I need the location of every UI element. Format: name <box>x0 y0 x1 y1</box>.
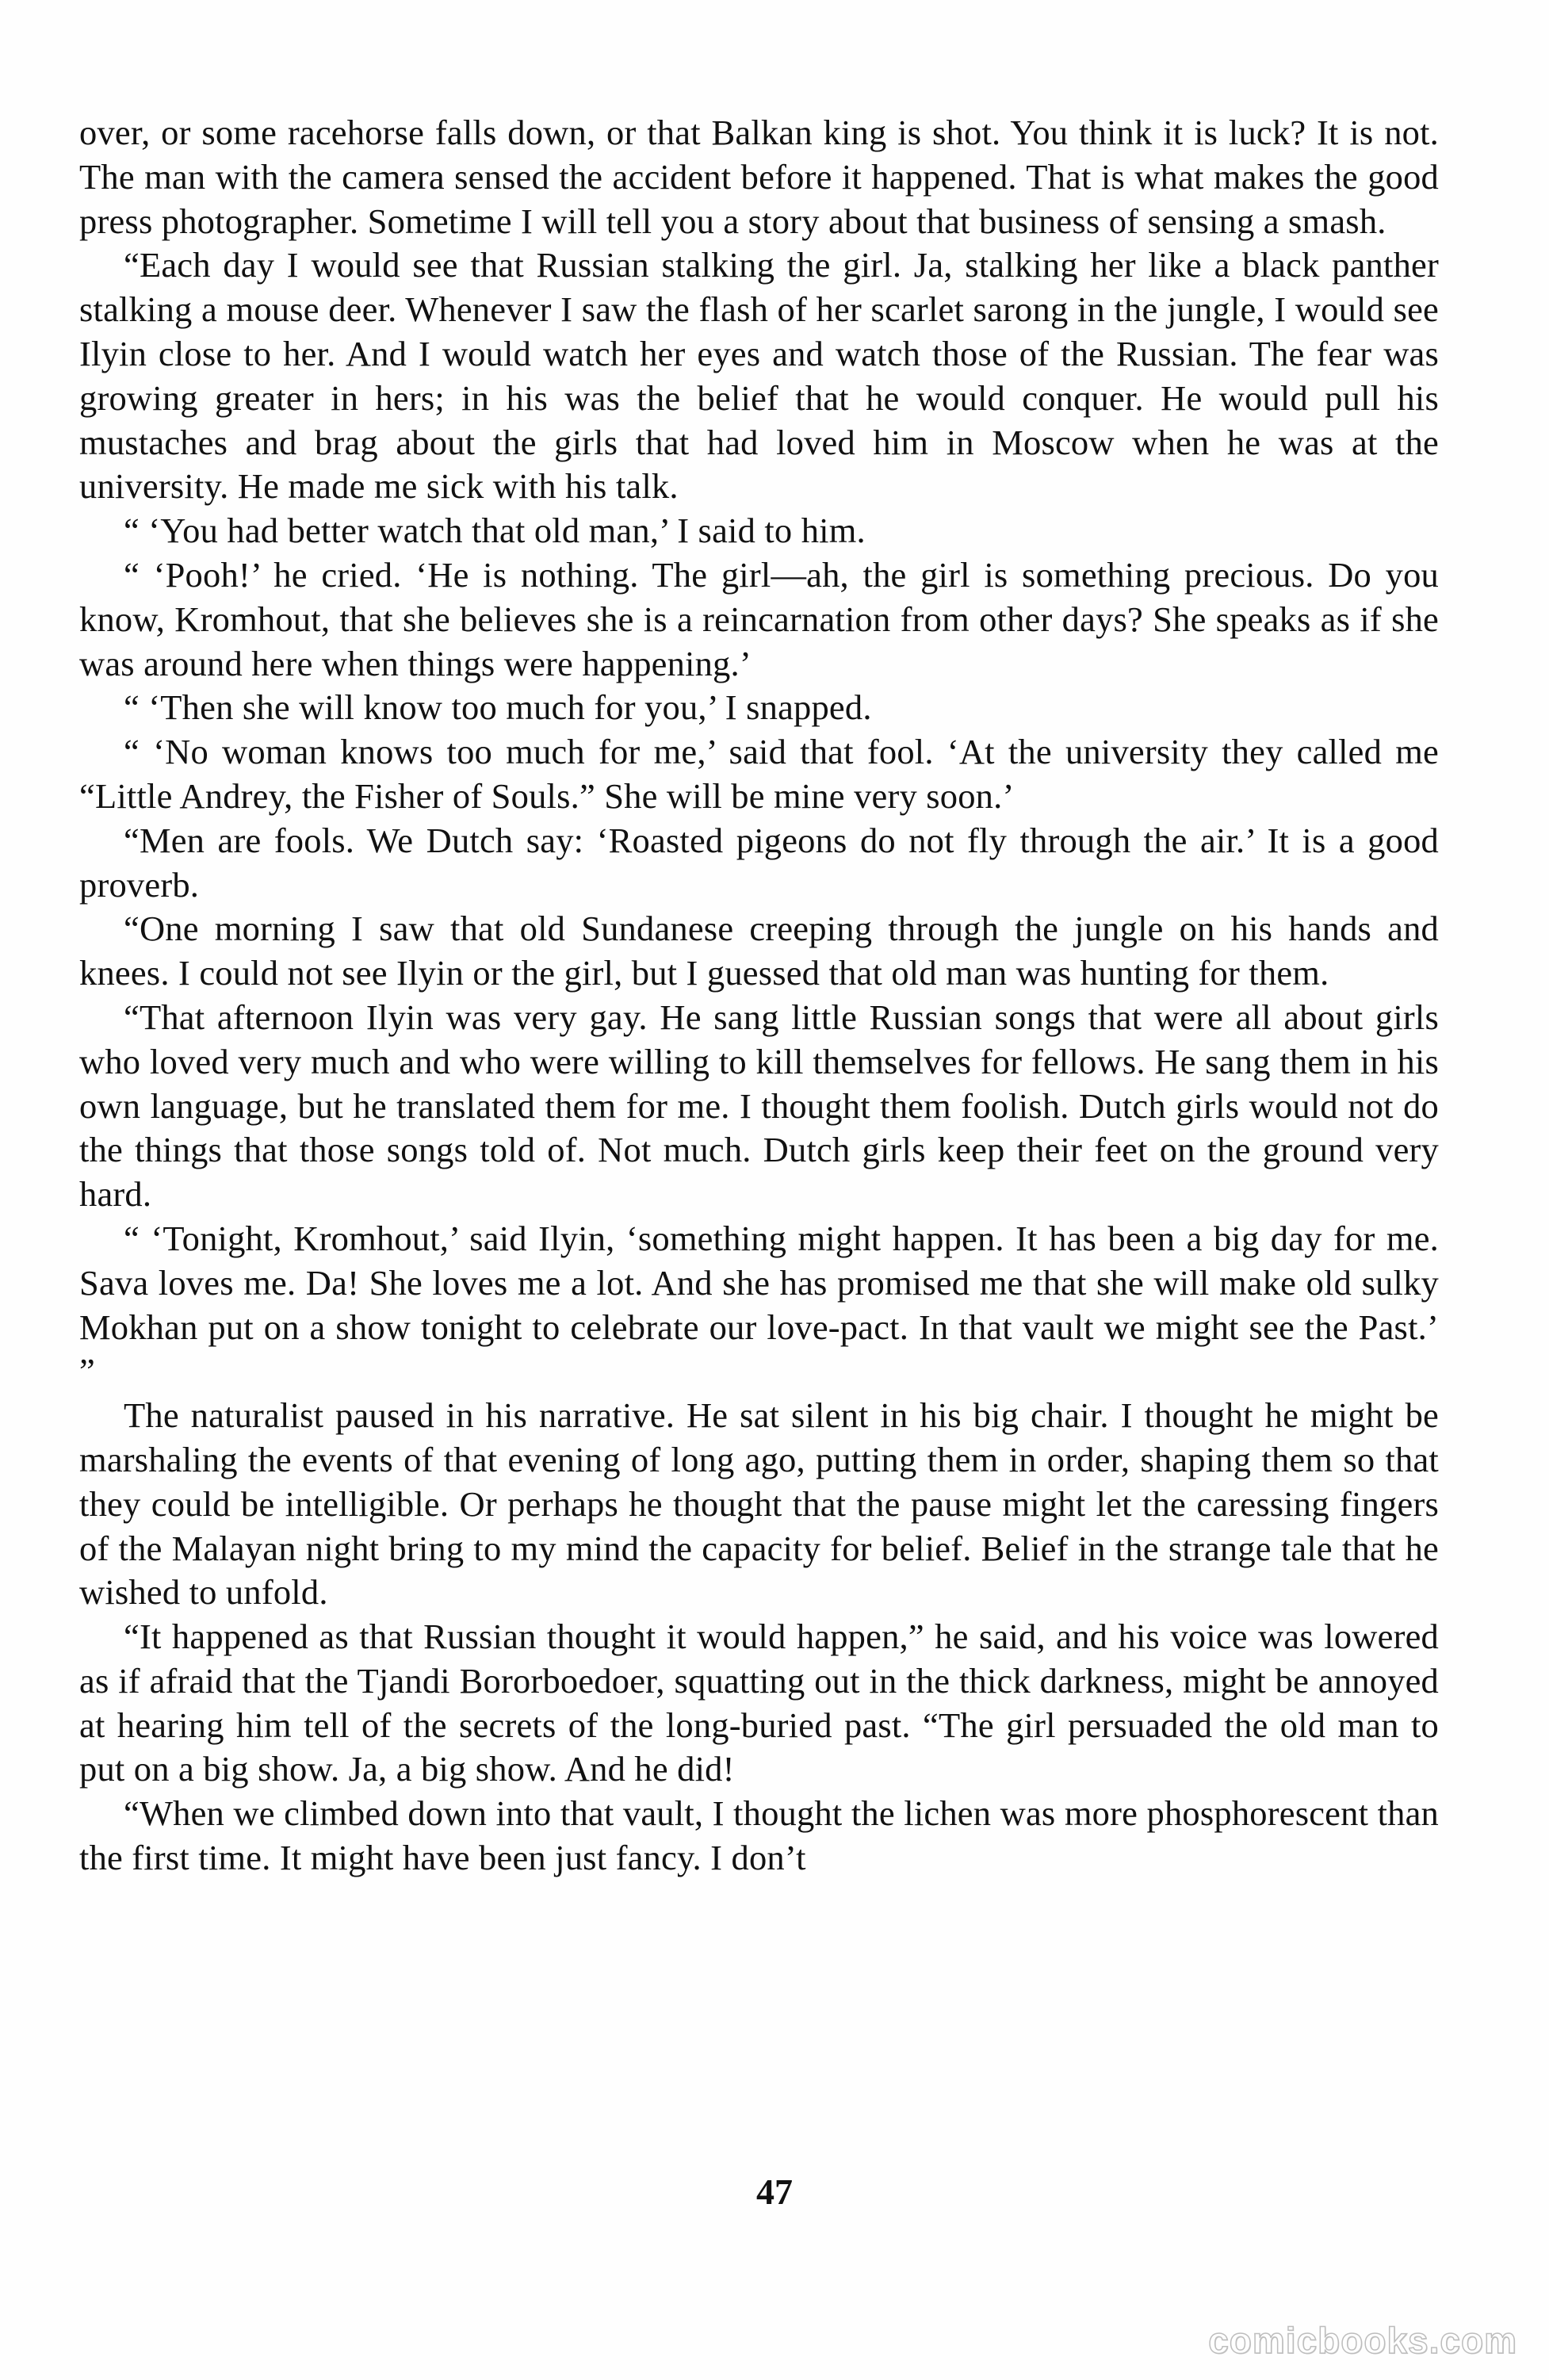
paragraph: “Each day I would see that Russian stalking the girl. Ja, stalking her like a black panther stalking a mouse deer. Whenever I saw the flash of her scarlet sarong in the jungle, I would see Ilyin close to her. And I would watch her eyes and watch those of the Russian. The fear was growing greater in hers; in his was the belief that he would conquer. He would pull his mustaches and brag about the girls that had loved him in Moscow when he was at the university. He made me sick with his talk. <box>79 245 1439 507</box>
paragraph: “ ‘You had better watch that old man,’ I said to him. <box>124 511 866 551</box>
paragraph: The naturalist paused in his narrative. He sat silent in his big chair. I thought he might be marshaling the events of that evening of long ago, putting them in order, shaping them so that they could be intelligible. Or perhaps he thought that the pause might let the caressing fingers of the Malayan night bring to my mind the capacity for belief. Belief in the strange tale that he wished to unfold. <box>79 1395 1439 1613</box>
page-number: 47 <box>756 2171 793 2212</box>
watermark-logo: comicbooks.com <box>1208 2320 1517 2361</box>
paragraph: “Men are fools. We Dutch say: ‘Roasted pigeons do not fly through the air.’ It is a good proverb. <box>79 820 1439 905</box>
paragraph: “When we climbed down into that vault, I thought the lichen was more phosphorescent than the first time. It might have been just fancy. I don’t <box>79 1793 1439 1878</box>
paragraph: “ ‘Then she will know too much for you,’ I snapped. <box>124 687 872 728</box>
body-text <box>79 111 1439 1881</box>
paragraph: “It happened as that Russian thought it would happen,” he said, and his voice was lowered as if afraid that the Tjandi Bororboedoer, squatting out in the thick darkness, might be annoyed at hearing him tell of the secrets of the long-buried past. “The girl persuaded the old man to put on a big show. Ja, a big show. And he did! <box>79 1617 1439 1789</box>
paragraph: “ ‘Tonight, Kromhout,’ said Ilyin, ‘something might happen. It has been a big day for me. Sava loves me. Da! She loves me a lot. And she has promised me that she will make old sulky Mokhan put on a show tonight to celebrate our love-pact. In that vault we might see the Past.’ ” <box>79 1218 1439 1391</box>
paragraph: “ ‘No woman knows too much for me,’ said that fool. ‘At the university they called me “Little Andrey, the Fisher of Souls.” She will be mine very soon.’ <box>79 732 1439 816</box>
paragraph: over, or some racehorse falls down, or that Balkan king is shot. You think it is luck? It is not. The man with the camera sensed the accident before it happened. That is what makes the good press photographer. Sometime I will tell you a story about that business of sensing a smash. <box>79 113 1439 241</box>
paragraph: “One morning I saw that old Sundanese creeping through the jungle on his hands and knees. I could not see Ilyin or the girl, but I guessed that old man was hunting for them. <box>79 909 1439 993</box>
paragraph: “ ‘Pooh!’ he cried. ‘He is nothing. The girl—ah, the girl is something precious. Do you know, Kromhout, that she believes she is a reincarnation from other days? She speaks as if she was around here when things were happening.’ <box>79 554 1439 683</box>
paragraph: “That afternoon Ilyin was very gay. He sang little Russian songs that were all about girls who loved very much and who were willing to kill themselves for fellows. He sang them in his own language, but he translated them for me. I thought them foolish. Dutch girls would not do the things that those songs told of. Not much. Dutch girls keep their feet on the ground very hard. <box>79 997 1439 1215</box>
